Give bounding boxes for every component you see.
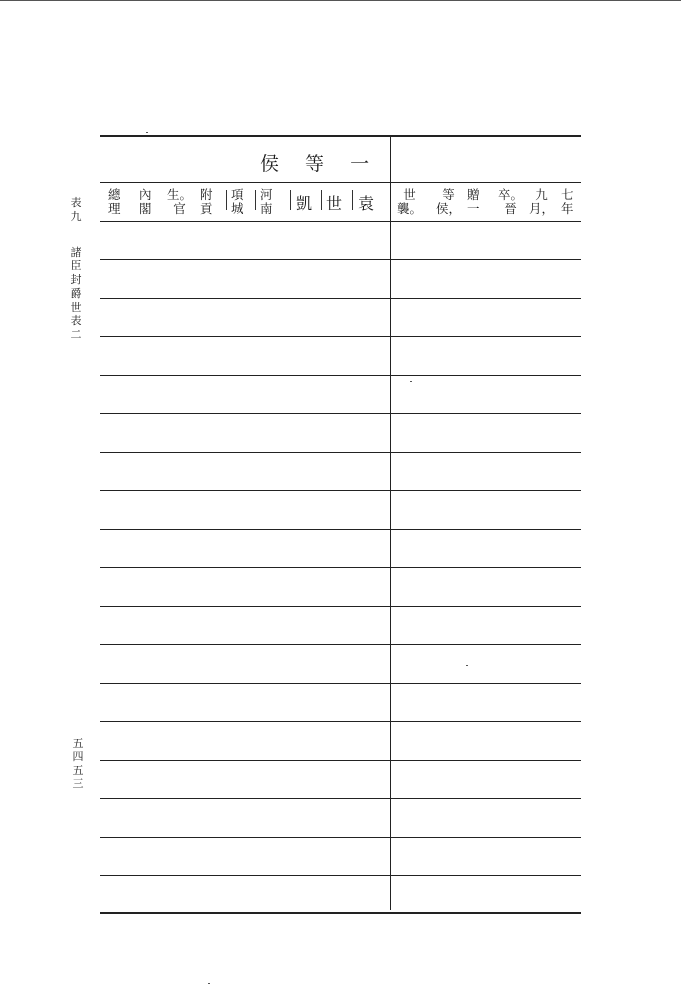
row-rule	[100, 837, 581, 838]
row-rule	[100, 259, 581, 260]
row-rule	[100, 875, 581, 876]
header-rule	[100, 182, 581, 183]
row-rule	[100, 336, 581, 337]
cell-char: 贈	[467, 187, 480, 202]
scan-speck	[410, 381, 412, 382]
cell-column	[260, 188, 273, 216]
cell-char: 世	[403, 187, 416, 202]
cell-column	[139, 188, 152, 216]
cell-char: 閣	[139, 201, 152, 216]
row-rule	[100, 221, 581, 222]
cell-column	[231, 188, 244, 216]
page-number	[71, 737, 85, 791]
row-rule	[100, 683, 581, 684]
margin-char: 九	[70, 209, 82, 223]
row-rule	[100, 298, 581, 299]
cell-char: 七	[561, 187, 574, 202]
cell-char: 河	[260, 187, 273, 202]
cell-char: 一	[467, 201, 480, 216]
cell-char: 襲。	[397, 201, 423, 216]
cell-char: 內	[139, 187, 152, 202]
cell-char: 官	[173, 201, 186, 216]
name-char: 世	[326, 194, 343, 213]
row-rule	[100, 798, 581, 799]
cell-char: 晉	[504, 201, 517, 216]
table-margin-title	[68, 196, 84, 342]
margin-char: 表	[70, 314, 82, 328]
col-separator	[321, 190, 322, 210]
margin-char: 表	[70, 196, 82, 209]
col-separator	[352, 190, 353, 210]
cell-column	[467, 188, 480, 216]
row-rule	[100, 490, 581, 491]
cell-column	[108, 188, 121, 216]
cell-char: 生。	[167, 187, 193, 202]
margin-char: 諸	[70, 245, 82, 259]
cell-char: 月，	[529, 201, 555, 216]
page-top-rule	[0, 0, 681, 1]
row-rule	[100, 452, 581, 453]
page-number-digit: 四	[72, 750, 84, 764]
margin-char: 爵	[70, 286, 82, 300]
table-bottom-rule	[100, 912, 581, 914]
row-rule	[100, 606, 581, 607]
cell-column	[529, 188, 554, 216]
scan-speck	[466, 665, 468, 666]
page-number-digit: 五	[72, 763, 84, 777]
margin-char: 封	[70, 273, 82, 286]
cell-char: 等	[442, 187, 455, 202]
col-separator	[255, 190, 256, 210]
row-rule	[100, 721, 581, 722]
header-right-blank	[393, 147, 581, 177]
row-rule	[100, 760, 581, 761]
peerage-table	[100, 135, 581, 914]
cell-char: 總	[108, 187, 121, 202]
cell-char: 貢	[200, 201, 213, 216]
name-char: 凱	[296, 194, 313, 213]
row-rule	[100, 413, 581, 414]
cell-column	[167, 188, 192, 216]
margin-char: 臣	[70, 259, 82, 273]
scan-speck	[146, 132, 148, 133]
row-rule	[100, 375, 581, 376]
rank-heading: 侯 等 一	[260, 153, 380, 175]
cell-column	[561, 188, 574, 216]
margin-char: 二	[70, 328, 82, 341]
cell-char: 項	[231, 187, 244, 202]
cell-column	[397, 188, 422, 216]
cell-column	[436, 188, 461, 216]
scan-speck	[208, 983, 210, 984]
row-rule	[100, 644, 581, 645]
page-number-digit: 三	[72, 777, 84, 791]
column-divider	[390, 135, 391, 910]
table-top-rule	[100, 135, 581, 137]
page-number-digit: 五	[72, 737, 84, 750]
row-rule	[100, 567, 581, 568]
cell-char: 理	[108, 201, 121, 216]
cell-char: 南	[260, 201, 273, 216]
col-separator	[226, 190, 227, 210]
cell-char: 九	[535, 187, 548, 202]
name-char: 袁	[358, 194, 375, 213]
cell-char: 城	[231, 201, 244, 216]
cell-char: 卒。	[498, 187, 524, 202]
cell-char: 侯，	[436, 201, 462, 216]
margin-char	[68, 224, 84, 246]
cell-char: 附	[200, 187, 213, 202]
cell-char: 年	[561, 201, 574, 216]
cell-column	[200, 188, 213, 216]
col-separator	[290, 190, 291, 210]
cell-column	[498, 188, 523, 216]
row-rule	[100, 529, 581, 530]
margin-char: 世	[70, 300, 82, 314]
